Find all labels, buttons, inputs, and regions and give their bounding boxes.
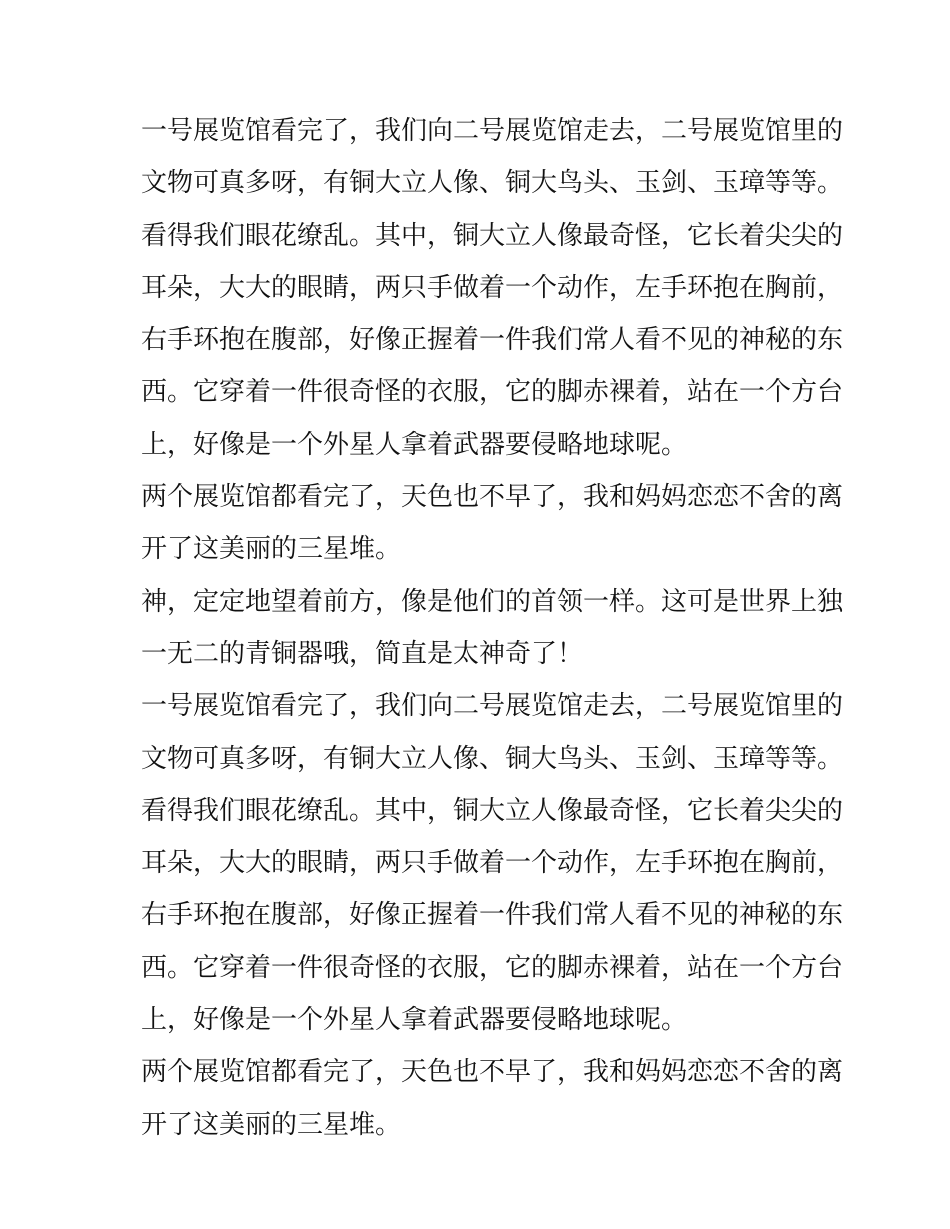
text-line: 上，好像是一个外星人拿着武器要侵略地球呢。 [141, 1005, 688, 1036]
text-line: 文物可真多呀，有铜大立人像、铜大鸟头、玉剑、玉璋等等。 [141, 743, 844, 774]
text-line: 耳朵，大大的眼睛，两只手做着一个动作，左手环抱在胸前， [141, 272, 844, 303]
text-line: 看得我们眼花缭乱。其中，铜大立人像最奇怪，它长着尖尖的 [141, 795, 844, 826]
text-line: 一无二的青铜器哦，简直是太神奇了！ [141, 638, 584, 669]
text-line: 西。它穿着一件很奇怪的衣服，它的脚赤裸着，站在一个方台 [141, 952, 844, 983]
text-line: 耳朵，大大的眼睛，两只手做着一个动作，左手环抱在胸前， [141, 848, 844, 879]
text-line: 一号展览馆看完了，我们向二号展览馆走去，二号展览馆里的 [141, 691, 844, 722]
text-line: 神，定定地望着前方，像是他们的首领一样。这可是世界上独 [141, 586, 844, 617]
text-line: 上，好像是一个外星人拿着武器要侵略地球呢。 [141, 429, 688, 460]
text-line: 一号展览馆看完了，我们向二号展览馆走去，二号展览馆里的 [141, 116, 844, 146]
text-line: 开了这美丽的三星堆。 [141, 534, 402, 565]
text-line: 开了这美丽的三星堆。 [141, 1109, 402, 1140]
text-line: 右手环抱在腹部，好像正握着一件我们常人看不见的神秘的东 [141, 325, 844, 356]
text-line: 右手环抱在腹部，好像正握着一件我们常人看不见的神秘的东 [141, 900, 844, 931]
text-line: 看得我们眼花缭乱。其中，铜大立人像最奇怪，它长着尖尖的 [141, 220, 844, 251]
text-line: 西。它穿着一件很奇怪的衣服，它的脚赤裸着，站在一个方台 [141, 377, 844, 408]
body-text [141, 105, 844, 1151]
text-line: 两个展览馆都看完了，天色也不早了，我和妈妈恋恋不舍的离 [141, 1057, 844, 1088]
text-line: 文物可真多呀，有铜大立人像、铜大鸟头、玉剑、玉璋等等。 [141, 168, 844, 199]
text-line: 两个展览馆都看完了，天色也不早了，我和妈妈恋恋不舍的离 [141, 482, 844, 513]
